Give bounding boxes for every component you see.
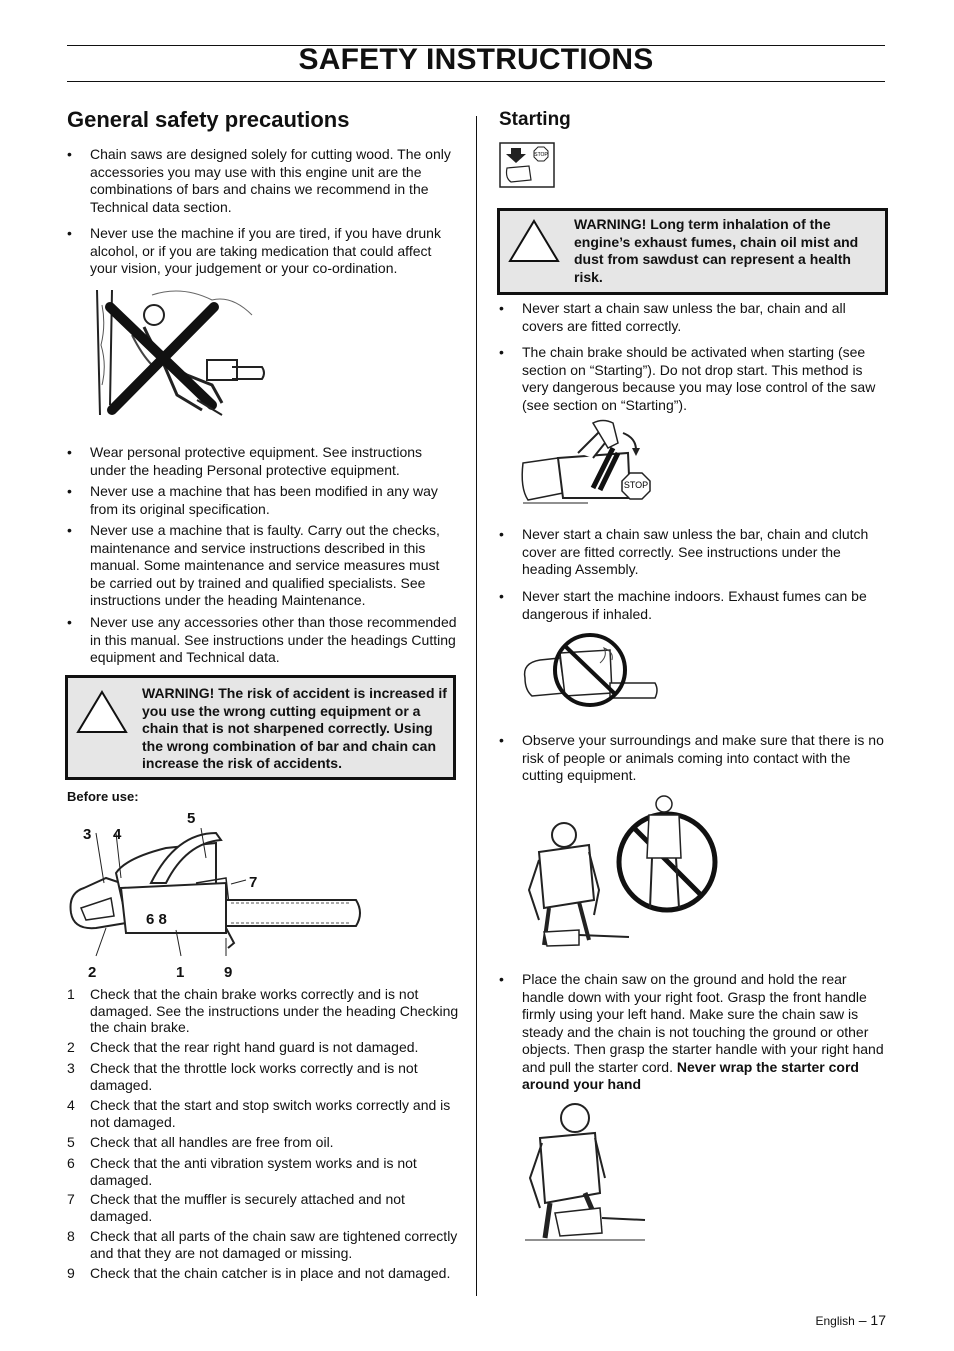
starting-posture-illustration: [520, 1098, 650, 1248]
list-item-text: Never use any accessories other than those recommended in this manual. See instructions under the headings Cutting equipment and Technical data.: [90, 614, 457, 665]
list-item: • Never use any accessories other than those recommended in this manual. See instructions under the headings Cutting equipment and Technical data.: [67, 614, 457, 665]
warning-triangle-icon: [76, 690, 128, 734]
start-stop-symbol-icon: [499, 142, 555, 188]
check-item: 6 Check that the anti vibration system works and is not damaged.: [67, 1155, 417, 1188]
list-item: • Never start the machine indoors. Exhaust fumes can be dangerous if inhaled.: [499, 588, 887, 623]
list-item: • Never start a chain saw unless the bar, chain and clutch cover are fitted correctly. See instructions under the heading Assembly.: [499, 526, 887, 579]
check-item: 5 Check that all handles are free from oil.: [67, 1134, 334, 1150]
callout-3: 3: [83, 826, 92, 843]
check-item: 4 Check that the start and stop switch works correctly and is not damaged.: [67, 1097, 451, 1130]
callout-4: 4: [113, 826, 122, 843]
starter-cord-warning-bold: Never wrap the starter cord around your hand: [522, 1058, 859, 1092]
callout-7: 7: [249, 874, 258, 891]
check-item: 9 Check that the chain catcher is in place and not damaged.: [67, 1265, 451, 1281]
list-item-text: Never use a machine that has been modified in any way from its original specification.: [90, 483, 438, 517]
tired-operator-crossed-illustration: [92, 285, 267, 425]
warning-box-exhaust-fumes: [497, 208, 888, 295]
list-item-text: Wear personal protective equipment. See instructions under the heading Personal protective equipment.: [90, 444, 423, 478]
page-title: SAFETY INSTRUCTIONS: [298, 43, 654, 76]
warning-text: WARNING! The risk of accident is increased if you use the wrong cutting equipment or a chain that is not sharpened correctly. Using the wrong combination of bar and chain can increase the risk of accidents.: [142, 685, 447, 771]
list-item: • Place the chain saw on the ground and hold the rear handle down with your right foot. Grasp the front handle firmly using your left hand. Make sure the chain saw is steady and the chain is not touching the ground or other objects. Then grasp the starter handle with your right hand and pull the starter cord. Never wrap the starter cord around your hand: [499, 971, 887, 1094]
list-item-text: Never use a machine that is faulty. Carry out the checks, maintenance and service instructions described in this manual. Some maintenance and service measures must be carried out by trained and qualified specialists. See instructions under the heading Maintenance.: [90, 522, 440, 608]
list-item-text: Never use the machine if you are tired, if you have drunk alcohol, or if you are taking medication that could affect your vision, your judgement or your co-ordination.: [90, 225, 441, 276]
list-item-text: Chain saws are designed solely for cutting wood. The only accessories you may use with this engine unit are the combinations of bars and chains we recommend in the Technical data section.: [90, 146, 451, 215]
check-item: 1 Check that the chain brake works correctly and is not damaged. See the instructions under the heading Checking the chain brake.: [67, 986, 459, 1035]
svg-text:STOP: STOP: [534, 152, 548, 158]
list-item-text: Never start the machine indoors. Exhaust fumes can be dangerous if inhaled.: [522, 588, 867, 622]
page-footer: [816, 1312, 887, 1328]
warning-triangle-icon: [508, 219, 560, 263]
list-item: • Wear personal protective equipment. See instructions under the heading Personal protective equipment.: [67, 444, 457, 479]
callout-2: 2: [88, 964, 97, 981]
callout-9: 9: [224, 964, 233, 981]
list-item: • Never use the machine if you are tired, if you have drunk alcohol, or if you are taking medication that could affect your vision, your judgement or your co-ordination.: [67, 225, 457, 278]
no-indoor-start-illustration: [520, 628, 660, 714]
check-item: 8 Check that all parts of the chain saw are tightened correctly and that they are not damaged or missing.: [67, 1228, 458, 1261]
list-item: • The chain brake should be activated when starting (see section on “Starting”). Do not drop start. This method is very dangerous because you may lose control of the saw (see section on “Starting”).: [499, 344, 887, 414]
chainsaw-parts-diagram: [66, 828, 366, 963]
check-item: 3 Check that the throttle lock works correctly and is not damaged.: [67, 1060, 418, 1093]
callout-1: 1: [176, 964, 185, 981]
list-item: • Observe your surroundings and make sure that there is no risk of people or animals coming into contact with the cutting equipment.: [499, 732, 887, 785]
list-item: • Never start a chain saw unless the bar, chain and all covers are fitted correctly.: [499, 300, 887, 335]
observe-surroundings-illustration: [519, 790, 724, 952]
list-item-text: Observe your surroundings and make sure that there is no risk of people or animals coming into contact with the cutting equipment.: [522, 732, 884, 783]
section-heading-starting: Starting: [499, 109, 571, 130]
check-item: 2 Check that the rear right hand guard is not damaged.: [67, 1039, 419, 1055]
callout-6-8: 6 8: [146, 911, 167, 928]
list-item-text: The chain brake should be activated when starting (see section on “Starting”). Do not drop start. This method is very dangerous because you may lose control of the saw (see section on “Starting”).: [522, 344, 876, 413]
list-item: • Never use a machine that is faulty. Carry out the checks, maintenance and service instructions described in this manual. Some maintenance and service measures must be carried out by trained and qualified specialists. See instructions under the heading Maintenance.: [67, 522, 457, 610]
warning-text: WARNING! Long term inhalation of the engine’s exhaust fumes, chain oil mist and dust from sawdust can represent a health risk.: [574, 216, 859, 285]
list-item-text: Never start a chain saw unless the bar, chain and clutch cover are fitted correctly. See instructions under the heading Assembly.: [522, 526, 869, 577]
page-number: – 17: [858, 1312, 886, 1328]
header-bottom-rule: [67, 81, 885, 82]
list-item: • Never use a machine that has been modified in any way from its original specification.: [67, 483, 457, 518]
list-item-text: Never start a chain saw unless the bar, chain and all covers are fitted correctly.: [522, 300, 846, 334]
chain-brake-activation-illustration: [518, 418, 663, 510]
callout-5: 5: [187, 810, 196, 827]
warning-box-cutting-equipment: [65, 675, 456, 780]
section-heading-general: General safety precautions: [67, 107, 350, 132]
list-item-text: Place the chain saw on the ground and hold the rear handle down with your right foot. Grasp the front handle firmly using your left hand. Make sure the chain saw is steady and the chain is not touching the ground or other objects. Then grasp the starter handle with your right hand and pull the starter cord. Never wrap the starter cord around your hand: [522, 971, 884, 1092]
check-item: 7 Check that the muffler is securely attached and not damaged.: [67, 1191, 405, 1224]
svg-text:STOP: STOP: [623, 480, 649, 490]
before-use-label: Before use:: [67, 789, 139, 804]
column-divider: [476, 116, 477, 1296]
footer-language: English: [815, 1314, 855, 1328]
list-item: • Chain saws are designed solely for cutting wood. The only accessories you may use with this engine unit are the combinations of bars and chains we recommend in the Technical data section.: [67, 146, 457, 216]
